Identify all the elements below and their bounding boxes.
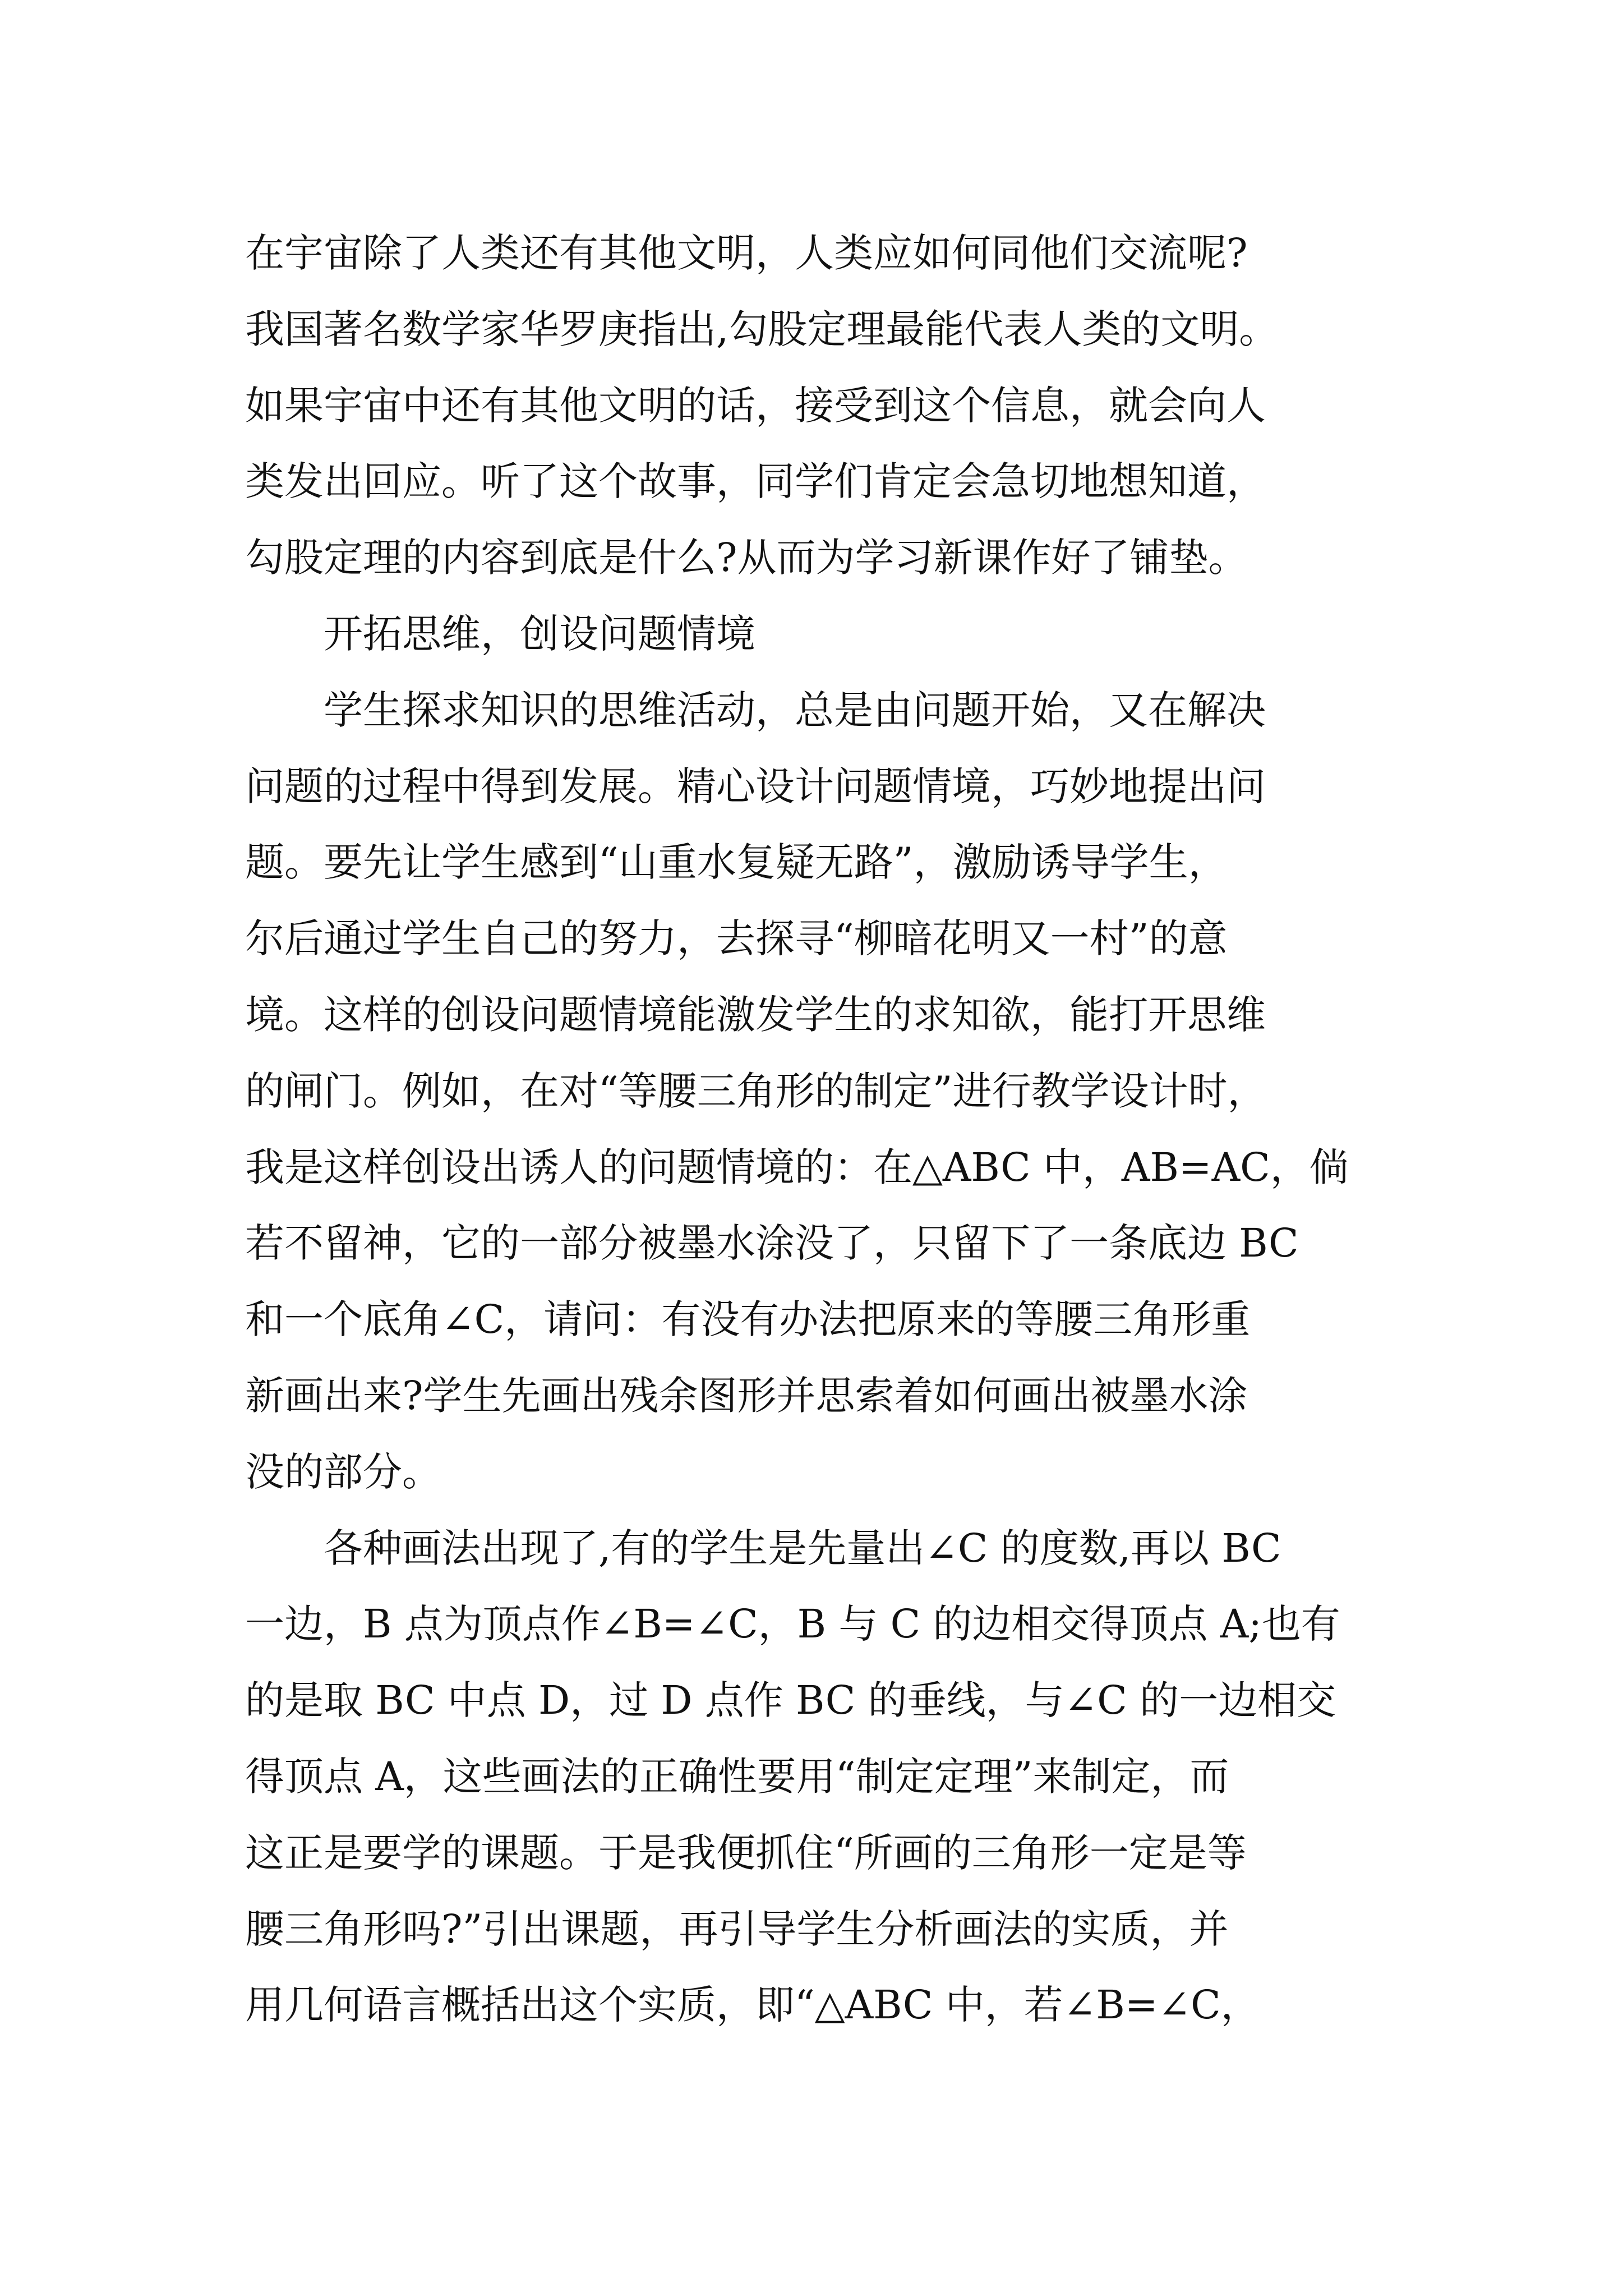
text-line: 一边，B 点为顶点作∠B=∠C，B 与 C 的边相交得顶点 A;也有: [245, 1601, 1340, 1648]
text-line: 这正是要学的课题。于是我便抓住“所画的三角形一定是等: [245, 1829, 1247, 1876]
text-line: 如果宇宙中还有其他文明的话，接受到这个信息，就会向人: [245, 382, 1266, 429]
text-line: 和一个底角∠C，请问：有没有办法把原来的等腰三角形重: [245, 1296, 1251, 1343]
text-line: 学生探求知识的思维活动，总是由问题开始，又在解决: [324, 687, 1266, 733]
text-line: 我国著名数学家华罗庚指出,勾股定理最能代表人类的文明。: [245, 306, 1279, 352]
text-line: 我是这样创设出诱人的问题情境的：在△ABC 中，AB=AC，倘: [245, 1144, 1349, 1190]
text-line: 用几何语言概括出这个实质，即“△ABC 中，若∠B=∠C，: [245, 1982, 1260, 2028]
text-line: 勾股定理的内容到底是什么?从而为学习新课作好了铺垫。: [245, 535, 1248, 581]
text-line: 类发出回应。听了这个故事，同学们肯定会急切地想知道，: [245, 458, 1266, 505]
text-line: 新画出来?学生先画出残余图形并思索着如何画出被墨水涂: [245, 1372, 1248, 1419]
text-line: 题。要先让学生感到“山重水复疑无路”，激励诱导学生，: [245, 839, 1228, 886]
body-text: [245, 215, 1378, 2044]
text-line: 没的部分。: [245, 1448, 441, 1495]
section-heading: 开拓思维，创设问题情境: [324, 610, 755, 657]
text-line: 各种画法出现了,有的学生是先量出∠C 的度数,再以 BC: [324, 1525, 1281, 1571]
text-line: 的是取 BC 中点 D，过 D 点作 BC 的垂线，与∠C 的一边相交: [245, 1677, 1336, 1724]
text-line: 在宇宙除了人类还有其他文明，人类应如何同他们交流呢?: [245, 230, 1248, 276]
text-line: 问题的过程中得到发展。精心设计问题情境，巧妙地提出问: [245, 763, 1266, 809]
text-line: 的闸门。例如，在对“等腰三角形的制定”进行教学设计时，: [245, 1068, 1267, 1114]
text-line: 境。这样的创设问题情境能激发学生的求知欲，能打开思维: [245, 991, 1266, 1038]
text-line: 尔后通过学生自己的努力，去探寻“柳暗花明又一村”的意: [245, 915, 1228, 962]
text-line: 若不留神，它的一部分被墨水涂没了，只留下了一条底边 BC: [245, 1220, 1299, 1267]
text-line: 得顶点 A，这些画法的正确性要用“制定定理”来制定，而: [245, 1753, 1229, 1800]
text-line: 腰三角形吗?”引出课题，再引导学生分析画法的实质，并: [245, 1906, 1229, 1952]
